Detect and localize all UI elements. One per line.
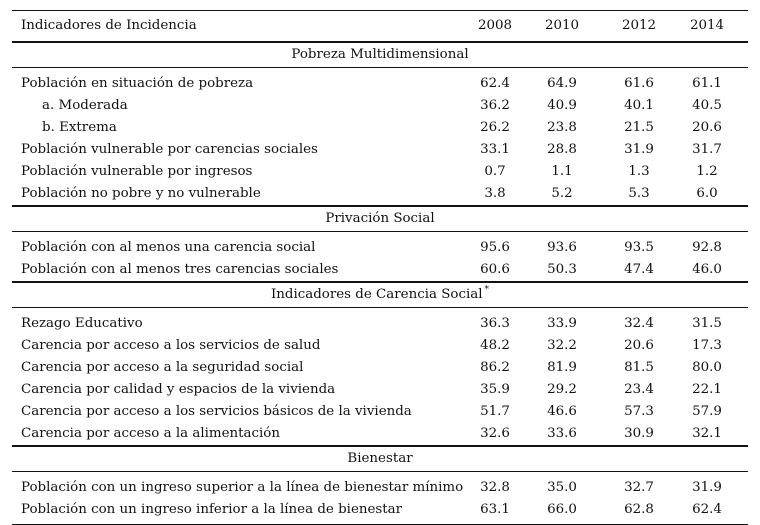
cell-value-2008: 33.1 [480, 142, 510, 157]
cell-value-2014: 6.0 [696, 186, 718, 201]
cell-value-2008: 32.8 [480, 480, 510, 495]
table-row [12, 499, 748, 521]
cell-value-2014: 32.1 [692, 426, 722, 441]
row-label: Población con al menos tres carencias sociales [21, 262, 339, 277]
header-year-2012: 2012 [621, 18, 657, 33]
cell-value-2014: 80.0 [692, 360, 722, 375]
cell-value-2010: 28.8 [547, 142, 577, 157]
row-label: Carencia por acceso a los servicios básicos de la vivienda [21, 404, 412, 419]
cell-value-2008: 63.1 [480, 502, 510, 517]
table-row [12, 139, 748, 161]
cell-value-2012: 31.9 [624, 142, 654, 157]
cell-value-2014: 31.5 [692, 316, 722, 331]
cell-value-2008: 3.8 [484, 186, 506, 201]
cell-value-2014: 46.0 [692, 262, 722, 277]
cell-value-2012: 47.4 [624, 262, 654, 277]
row-label: Población vulnerable por ingresos [21, 164, 253, 179]
row-label: Población con al menos una carencia social [21, 240, 316, 255]
table-header [12, 11, 748, 41]
table-row [12, 313, 748, 335]
cell-value-2010: 32.2 [547, 338, 577, 353]
header-label: Indicadores de Incidencia [21, 18, 197, 33]
table-row [12, 335, 748, 357]
cell-value-2012: 93.5 [624, 240, 654, 255]
cell-value-2012: 40.1 [624, 98, 654, 113]
cell-value-2012: 57.3 [624, 404, 654, 419]
section-title-text: Indicadores de Carencia Social [270, 287, 483, 302]
row-label: Población con un ingreso inferior a la línea de bienestar [21, 502, 403, 517]
cell-value-2012: 5.3 [628, 186, 650, 201]
cell-value-2012: 32.4 [624, 316, 654, 331]
incidence-table [12, 10, 748, 525]
cell-value-2014: 31.9 [692, 480, 722, 495]
header-year-2008: 2008 [477, 18, 513, 33]
cell-value-2012: 32.7 [624, 480, 654, 495]
cell-value-2010: 29.2 [547, 382, 577, 397]
cell-value-2010: 33.9 [547, 316, 577, 331]
cell-value-2014: 57.9 [692, 404, 722, 419]
table-row [12, 95, 748, 117]
cell-value-2014: 17.3 [692, 338, 722, 353]
table-row [12, 477, 748, 499]
header-year-2010: 2010 [544, 18, 580, 33]
table-row [12, 259, 748, 281]
cell-value-2014: 92.8 [692, 240, 722, 255]
table-row [12, 117, 748, 139]
cell-value-2008: 51.7 [480, 404, 510, 419]
row-label: Población vulnerable por carencias sociales [21, 142, 318, 157]
cell-value-2012: 61.6 [624, 76, 654, 91]
row-label: a. Moderada [42, 98, 128, 113]
section-title [12, 43, 748, 67]
row-label: b. Extrema [42, 120, 117, 135]
cell-value-2014: 31.7 [692, 142, 722, 157]
cell-value-2010: 64.9 [547, 76, 577, 91]
cell-value-2014: 20.6 [692, 120, 722, 135]
section-title-text: Bienestar [347, 451, 413, 466]
cell-value-2012: 62.8 [624, 502, 654, 517]
cell-value-2014: 61.1 [692, 76, 722, 91]
table-row [12, 379, 748, 401]
header-year-2014: 2014 [689, 18, 725, 33]
row-label: Carencia por acceso a los servicios de salud [21, 338, 321, 353]
section-title [12, 207, 748, 231]
table-row [12, 161, 748, 183]
row-label: Población no pobre y no vulnerable [21, 186, 261, 201]
row-label: Población con un ingreso superior a la línea de bienestar mínimo [21, 480, 464, 495]
cell-value-2008: 36.3 [480, 316, 510, 331]
cell-value-2012: 23.4 [624, 382, 654, 397]
cell-value-2008: 86.2 [480, 360, 510, 375]
cell-value-2010: 40.9 [547, 98, 577, 113]
section-title [12, 283, 748, 307]
cell-value-2012: 81.5 [624, 360, 654, 375]
table-row [12, 237, 748, 259]
cell-value-2014: 40.5 [692, 98, 722, 113]
footnote-mark: * [484, 285, 490, 295]
table-row [12, 423, 748, 445]
table-row [12, 73, 748, 95]
table-row [12, 401, 748, 423]
cell-value-2010: 1.1 [551, 164, 573, 179]
row-label: Rezago Educativo [21, 316, 143, 331]
cell-value-2008: 62.4 [480, 76, 510, 91]
cell-value-2010: 46.6 [547, 404, 577, 419]
cell-value-2008: 60.6 [480, 262, 510, 277]
section-title-text: Privación Social [325, 211, 435, 226]
cell-value-2010: 33.6 [547, 426, 577, 441]
table-row [12, 183, 748, 205]
cell-value-2014: 62.4 [692, 502, 722, 517]
cell-value-2012: 21.5 [624, 120, 654, 135]
row-label: Carencia por calidad y espacios de la vivienda [21, 382, 336, 397]
cell-value-2010: 5.2 [551, 186, 573, 201]
cell-value-2012: 30.9 [624, 426, 654, 441]
cell-value-2012: 20.6 [624, 338, 654, 353]
cell-value-2008: 48.2 [480, 338, 510, 353]
row-label: Carencia por acceso a la alimentación [21, 426, 280, 441]
cell-value-2010: 23.8 [547, 120, 577, 135]
row-label: Población en situación de pobreza [21, 76, 254, 91]
cell-value-2012: 1.3 [628, 164, 650, 179]
cell-value-2010: 81.9 [547, 360, 577, 375]
section-title-text: Pobreza Multidimensional [291, 47, 469, 62]
cell-value-2008: 26.2 [480, 120, 510, 135]
cell-value-2008: 35.9 [480, 382, 510, 397]
cell-value-2014: 22.1 [692, 382, 722, 397]
cell-value-2010: 50.3 [547, 262, 577, 277]
table-row [12, 357, 748, 379]
cell-value-2010: 93.6 [547, 240, 577, 255]
section-title [12, 447, 748, 471]
cell-value-2010: 66.0 [547, 502, 577, 517]
cell-value-2008: 0.7 [484, 164, 506, 179]
cell-value-2010: 35.0 [547, 480, 577, 495]
cell-value-2014: 1.2 [696, 164, 718, 179]
table-body [12, 41, 748, 525]
row-label: Carencia por acceso a la seguridad social [21, 360, 304, 375]
cell-value-2008: 95.6 [480, 240, 510, 255]
cell-value-2008: 32.6 [480, 426, 510, 441]
cell-value-2008: 36.2 [480, 98, 510, 113]
